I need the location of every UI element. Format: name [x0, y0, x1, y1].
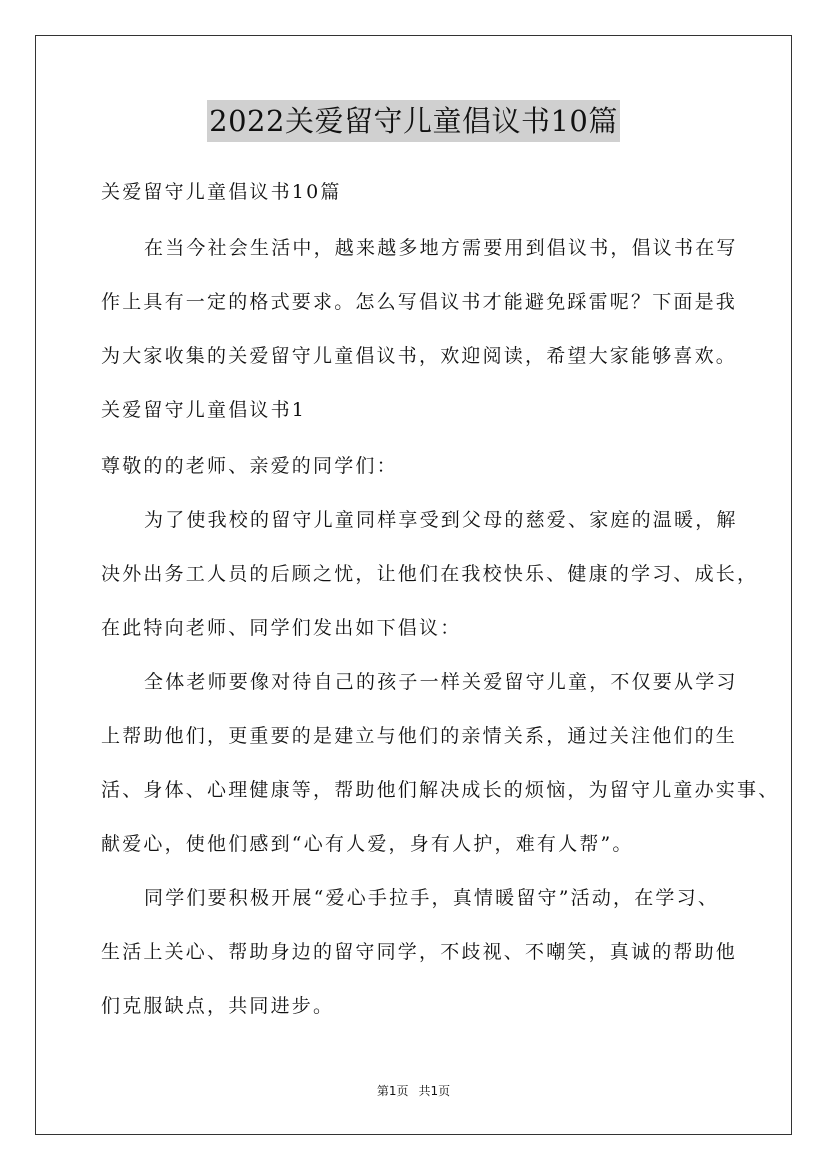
- intro-line-3: 为大家收集的关爱留守儿童倡议书，欢迎阅读，希望大家能够喜欢。: [101, 345, 738, 367]
- document-title: 2022关爱留守儿童倡议书10篇: [207, 100, 620, 142]
- paragraph1-line-3: 在此特向老师、同学们发出如下倡议：: [101, 617, 462, 639]
- salutation: 尊敬的的老师、亲爱的同学们：: [101, 455, 398, 477]
- intro-line-2: 作上具有一定的格式要求。怎么写倡议书才能避免踩雷呢？下面是我: [101, 291, 738, 313]
- paragraph1-line-2: 决外出务工人员的后顾之忧，让他们在我校快乐、健康的学习、成长，: [101, 563, 759, 585]
- intro-line-1: 在当今社会生活中，越来越多地方需要用到倡议书，倡议书在写: [144, 237, 738, 259]
- paragraph3-line-1: 同学们要积极开展“爱心手拉手，真情暖留守”活动，在学习、: [144, 887, 720, 909]
- paragraph2-line-2: 上帮助他们，更重要的是建立与他们的亲情关系，通过关注他们的生: [101, 725, 738, 747]
- paragraph2-line-3: 活、身体、心理健康等，帮助他们解决成长的烦恼，为留守儿童办实事、: [101, 779, 780, 801]
- paragraph3-line-3: 们克服缺点，共同进步。: [101, 995, 335, 1017]
- page-number: 第1页: [376, 1084, 409, 1098]
- paragraph2-line-4: 献爱心，使他们感到“心有人爱，身有人护，难有人帮”。: [101, 833, 634, 855]
- document-subtitle: 关爱留守儿童倡议书10篇: [101, 181, 342, 203]
- page-total: 共1页: [418, 1084, 451, 1098]
- paragraph3-line-2: 生活上关心、帮助身边的留守同学，不歧视、不嘲笑，真诚的帮助他: [101, 941, 738, 963]
- paragraph1-line-1: 为了使我校的留守儿童同样享受到父母的慈爱、家庭的温暖，解: [144, 509, 738, 531]
- title-container: [0, 100, 827, 142]
- paragraph2-line-1: 全体老师要像对待自己的孩子一样关爱留守儿童，不仅要从学习: [144, 671, 738, 693]
- section-heading: 关爱留守儿童倡议书1: [101, 399, 307, 421]
- page-footer: [0, 1082, 827, 1099]
